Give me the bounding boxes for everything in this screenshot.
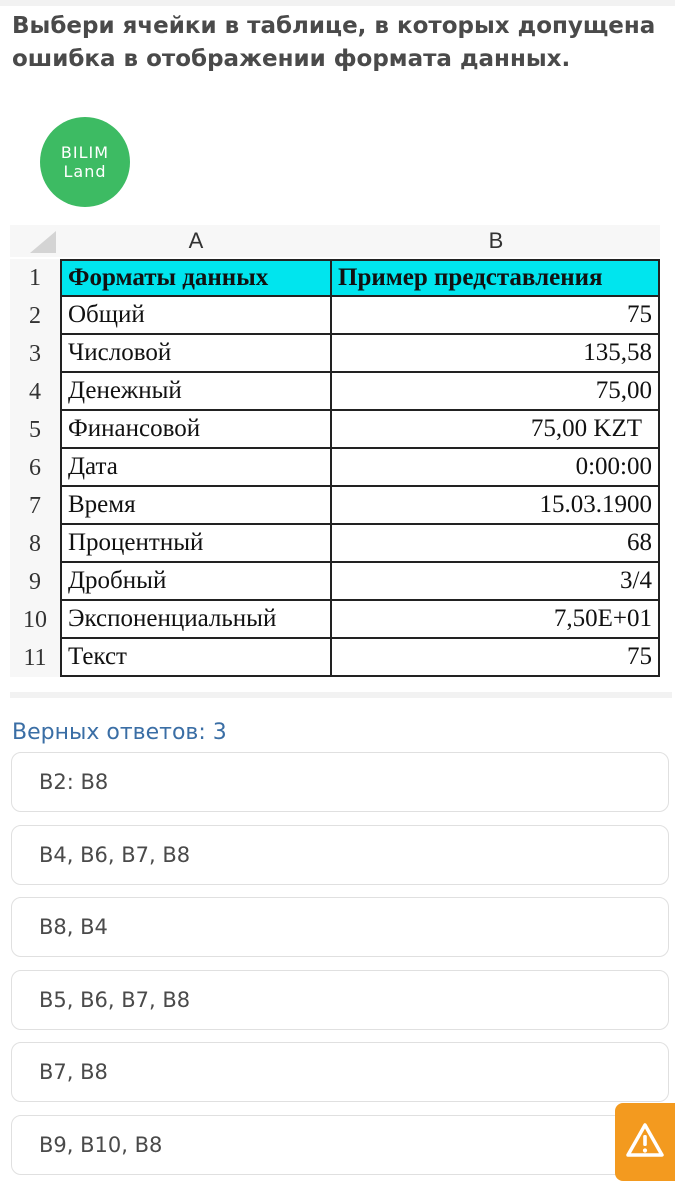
table-row <box>10 373 660 411</box>
row-number: 1 <box>10 259 60 297</box>
option-label: B9, B10, B8 <box>39 1133 163 1157</box>
warning-triangle-icon <box>625 1122 665 1162</box>
option-label: B5, B6, B7, B8 <box>39 988 191 1012</box>
question-text: Выбери ячейки в таблице, в которых допущена ошибка в отображении формата данных. <box>12 13 656 72</box>
option-label: B2: B8 <box>39 770 109 794</box>
row-number: 10 <box>10 601 60 639</box>
row-number: 6 <box>10 449 60 487</box>
cell-b: 68 <box>332 525 660 563</box>
answer-option-3[interactable] <box>11 897 669 957</box>
cell-a: Время <box>60 487 332 525</box>
row-number: 2 <box>10 297 60 335</box>
row-number: 5 <box>10 411 60 449</box>
cell-b: 75 <box>332 639 660 677</box>
column-header-b: B <box>332 225 660 257</box>
cell-b: 75 <box>332 297 660 335</box>
cell-a: Процентный <box>60 525 332 563</box>
spreadsheet-image <box>10 225 672 698</box>
cell-a: Числовой <box>60 335 332 373</box>
option-label: B8, B4 <box>39 915 108 939</box>
row-number: 3 <box>10 335 60 373</box>
sheet-corner <box>10 225 60 257</box>
column-header-a: A <box>60 225 332 257</box>
cell-a: Дробный <box>60 563 332 601</box>
table-row <box>10 601 660 639</box>
table-row <box>10 487 660 525</box>
cell-b: 7,50E+01 <box>332 601 660 639</box>
answer-option-5[interactable] <box>11 1042 669 1102</box>
answer-option-6[interactable] <box>11 1115 669 1175</box>
logo-line-1: BILIM <box>60 143 110 162</box>
row-number: 4 <box>10 373 60 411</box>
table-row <box>10 411 660 449</box>
correct-answers-count: Верных ответов: 3 <box>12 720 227 745</box>
report-error-button[interactable] <box>615 1103 675 1181</box>
table-row <box>10 563 660 601</box>
cell-a: Финансовой <box>60 411 332 449</box>
cell-b: 75,00 <box>332 373 660 411</box>
row-number: 11 <box>10 639 60 677</box>
cell-b: 135,58 <box>332 335 660 373</box>
answer-option-4[interactable] <box>11 970 669 1030</box>
answer-option-1[interactable] <box>11 752 669 812</box>
cell-a: Дата <box>60 449 332 487</box>
row-number: 8 <box>10 525 60 563</box>
cell-b: 3/4 <box>332 563 660 601</box>
cell-b: 15.03.1900 <box>332 487 660 525</box>
table-row <box>10 297 660 335</box>
cell-a-header: Форматы данных <box>60 259 332 297</box>
table-row-header <box>10 259 660 297</box>
cell-a: Денежный <box>60 373 332 411</box>
row-number: 9 <box>10 563 60 601</box>
table-row <box>10 335 660 373</box>
cell-a: Экспоненциальный <box>60 601 332 639</box>
table-row <box>10 639 660 677</box>
cell-b-header: Пример представления <box>332 259 660 297</box>
row-number: 7 <box>10 487 60 525</box>
bilimland-logo <box>40 117 130 207</box>
option-label: B7, B8 <box>39 1060 108 1084</box>
option-label: B4, B6, B7, B8 <box>39 843 191 867</box>
logo-line-2: Land <box>63 162 107 181</box>
cell-a: Текст <box>60 639 332 677</box>
cell-a: Общий <box>60 297 332 335</box>
cell-b: 75,00 KZT <box>332 411 660 449</box>
cell-b: 0:00:00 <box>332 449 660 487</box>
table-row <box>10 449 660 487</box>
table-row <box>10 525 660 563</box>
top-divider <box>0 0 675 6</box>
answer-option-2[interactable] <box>11 825 669 885</box>
